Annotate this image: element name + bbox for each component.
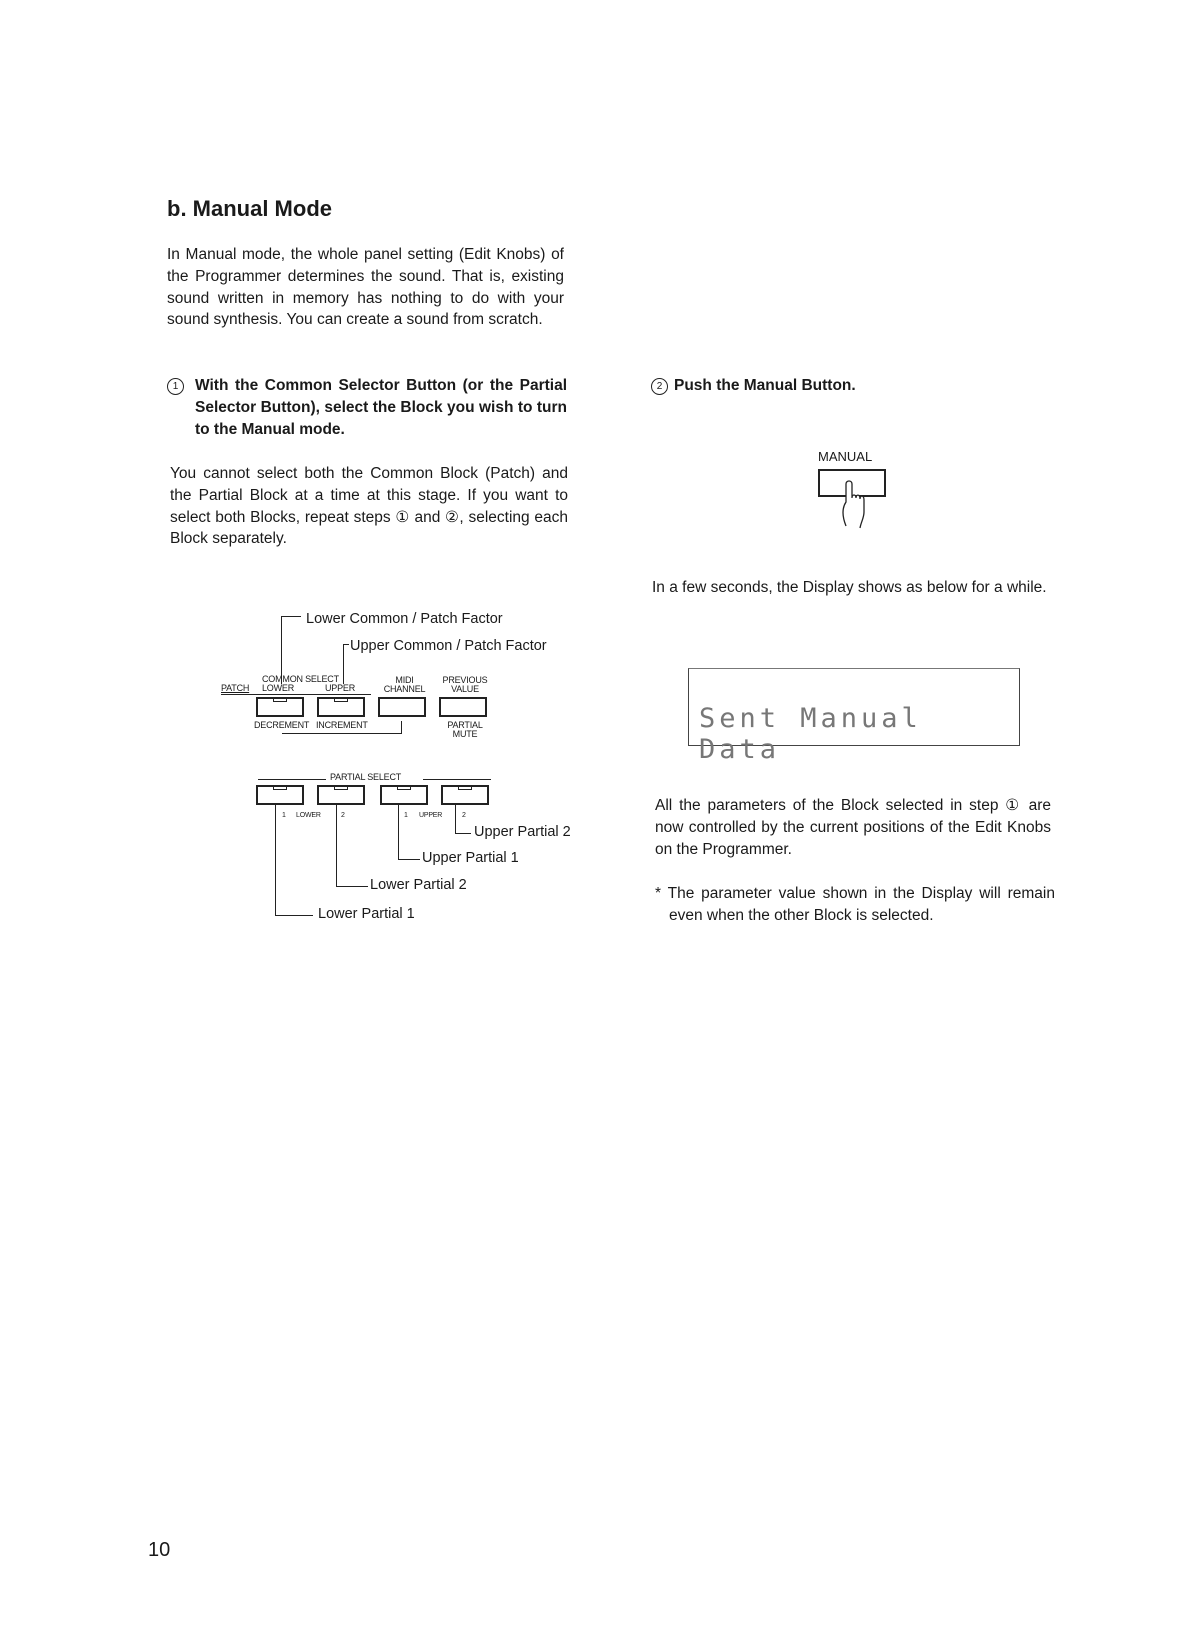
label-upper: UPPER	[325, 683, 356, 693]
label-lower-1: 1	[282, 812, 286, 819]
patch-lower-button[interactable]	[256, 697, 304, 717]
partial-upper-2-button[interactable]	[441, 785, 489, 805]
previous-value-button[interactable]	[439, 697, 487, 717]
result-paragraph: All the parameters of the Block selected in step ① are now controlled by the current positions of the Edit Knobs on the Programmer.	[655, 797, 1051, 858]
label-partial-select: PARTIAL SELECT	[330, 772, 402, 782]
midi-channel-button[interactable]	[378, 697, 426, 717]
step-number: 1	[167, 378, 184, 395]
label-lower-partial-2: Lower Partial 2	[370, 877, 467, 893]
footnote: * The parameter value shown in the Display will remain even when the other Block is selected.	[655, 885, 1055, 924]
step-2-text: Push the Manual Button.	[674, 377, 856, 394]
label-lower: LOWER	[262, 683, 295, 693]
label-midi-channel: MIDI CHANNEL	[383, 675, 426, 694]
label-upper-partial-1: Upper Partial 1	[422, 850, 519, 866]
lcd-display	[688, 668, 1020, 765]
section-title: b. Manual Mode	[167, 196, 332, 221]
label-lower-partials: LOWER	[296, 812, 321, 819]
label-previous-value: PREVIOUS VALUE	[442, 675, 488, 694]
label-upper-common: Upper Common / Patch Factor	[350, 638, 547, 654]
label-lower-2: 2	[341, 812, 345, 819]
label-upper-partials: UPPER	[419, 812, 443, 819]
manual-button-label: MANUAL	[818, 449, 873, 464]
label-partial-mute: PARTIAL MUTE	[447, 720, 483, 739]
intro-paragraph: In Manual mode, the whole panel setting (Edit Knobs) of the Programmer determines the sound. That is, existing sound written in memory has nothing to do with your sound synthesis. You can create a sound from scratch.	[167, 246, 564, 329]
pressing-finger-icon	[836, 478, 876, 530]
page-number: 10	[148, 1539, 171, 1561]
lcd-text: Sent Manual Data	[699, 703, 922, 765]
step-2	[651, 375, 1071, 397]
display-intro: In a few seconds, the Display shows as below for a while.	[652, 579, 1047, 596]
partial-lower-1-button[interactable]	[256, 785, 304, 805]
step-number: 2	[651, 378, 668, 395]
label-common-select: COMMON SELECT	[262, 674, 339, 684]
label-lower-common: Lower Common / Patch Factor	[306, 611, 503, 627]
label-decrement: DECREMENT	[254, 720, 310, 730]
step-1-text: With the Common Selector Button (or the Partial Selector Button), select the Block you wish to turn to the Manual mode.	[195, 377, 567, 438]
partial-lower-2-button[interactable]	[317, 785, 365, 805]
upper-button[interactable]	[317, 697, 365, 717]
label-upper-partial-2: Upper Partial 2	[474, 824, 571, 840]
label-upper-2: 2	[462, 812, 466, 819]
step-1-note: You cannot select both the Common Block (Patch) and the Partial Block at a time at this stage. If you want to select both Blocks, repeat steps ① and ②, selecting each Block separately.	[170, 465, 568, 548]
partial-upper-1-button[interactable]	[380, 785, 428, 805]
label-lower-partial-1: Lower Partial 1	[318, 906, 415, 922]
label-increment: INCREMENT	[316, 720, 368, 730]
step-1	[167, 375, 567, 438]
label-upper-1: 1	[404, 812, 408, 819]
label-patch: PATCH	[221, 683, 250, 693]
